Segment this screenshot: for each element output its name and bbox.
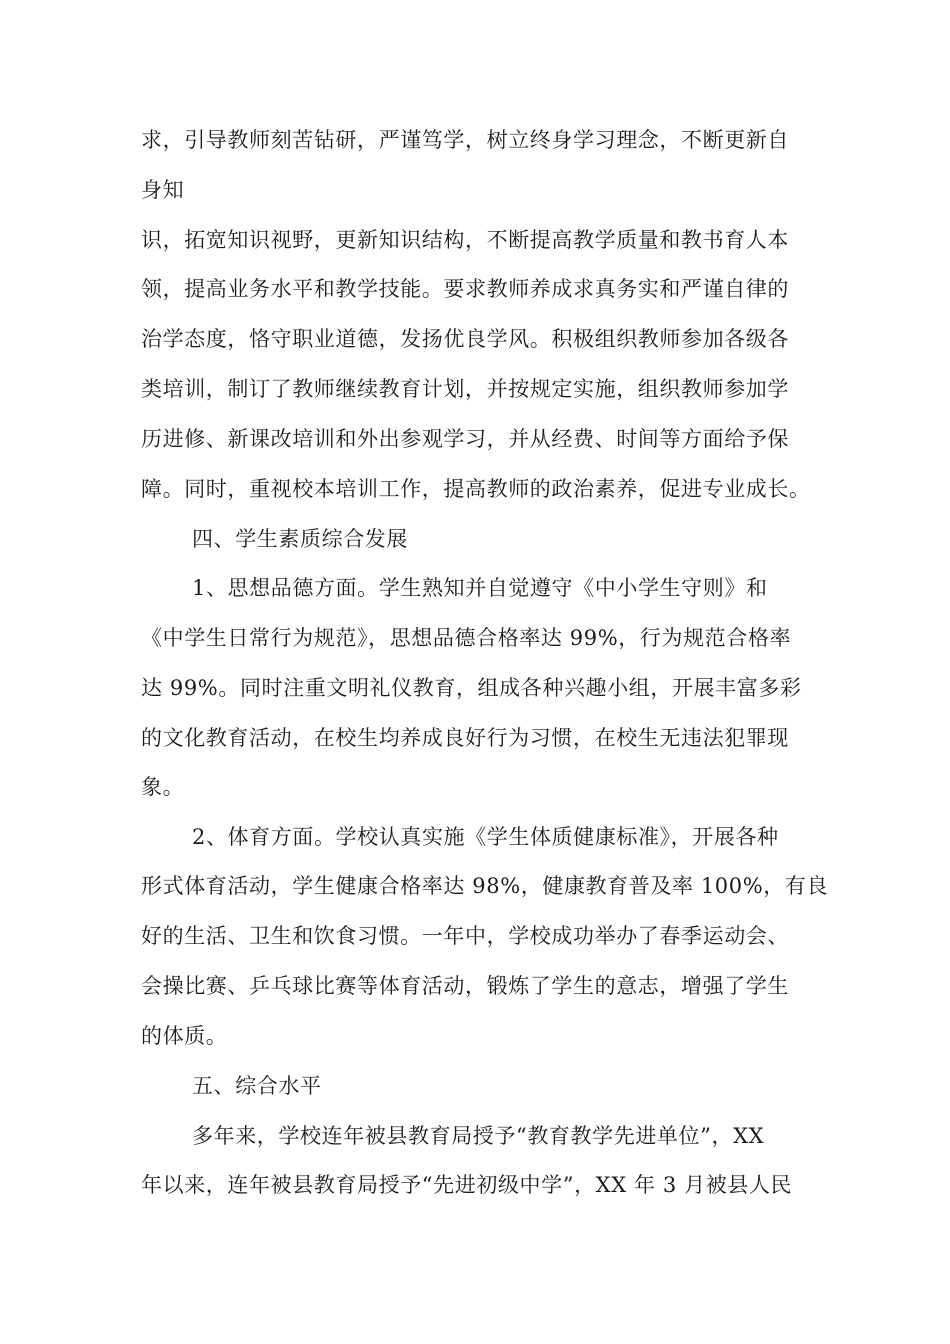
text-line: 识，拓宽知识视野，更新知识结构，不断提高教学质量和教书育人本: [141, 228, 789, 252]
text-line: 历进修、新课改培训和外出参观学习，并从经费、时间等方面给予保: [141, 427, 789, 451]
section-heading: 五、综合水平: [192, 1074, 322, 1098]
text-line: 身知: [141, 178, 185, 202]
text-line: 会操比赛、乒乓球比赛等体育活动，锻炼了学生的意志，增强了学生: [141, 974, 789, 998]
section-heading: 四、学生素质综合发展: [192, 527, 408, 551]
text-line: 《中学生日常行为规范》，思想品德合格率达 99%，行为规范合格率: [141, 626, 792, 650]
text-line: 的文化教育活动，在校生均养成良好行为习惯，在校生无违法犯罪现: [141, 726, 789, 750]
text-line: 好的生活、卫生和饮食习惯。一年中，学校成功举办了春季运动会、: [141, 924, 789, 948]
text-line: 的体质。: [141, 1024, 228, 1048]
text-line: 求，引导教师刻苦钻研，严谨笃学，树立终身学习理念，不断更新自: [141, 128, 789, 152]
text-line: 形式体育活动，学生健康合格率达 98%，健康教育普及率 100%，有良: [141, 874, 829, 898]
text-line: 领，提高业务水平和教学技能。要求教师养成求真务实和严谨自律的: [141, 277, 789, 301]
text-line: 达 99%。同时注重文明礼仪教育，组成各种兴趣小组，开展丰富多彩: [141, 676, 802, 700]
text-line: 类培训，制订了教师继续教育计划，并按规定实施，组织教师参加学: [141, 377, 789, 401]
text-line: 多年来，学校连年被县教育局授予“教育教学先进单位”，XX: [192, 1124, 765, 1148]
text-line: 2、体育方面。学校认真实施《学生体质健康标准》，开展各种: [192, 825, 779, 849]
text-line: 治学态度，恪守职业道德，发扬优良学风。积极组织教师参加各级各: [141, 327, 789, 351]
text-line: 年以来，连年被县教育局授予“先进初级中学”，XX 年 3 月被县人民: [141, 1173, 793, 1197]
text-line: 障。同时，重视校本培训工作，提高教师的政治素养，促进专业成长。: [141, 477, 811, 501]
text-line: 象。: [141, 775, 185, 799]
text-line: 1、思想品德方面。学生熟知并自觉遵守《中小学生守则》和: [192, 576, 768, 600]
